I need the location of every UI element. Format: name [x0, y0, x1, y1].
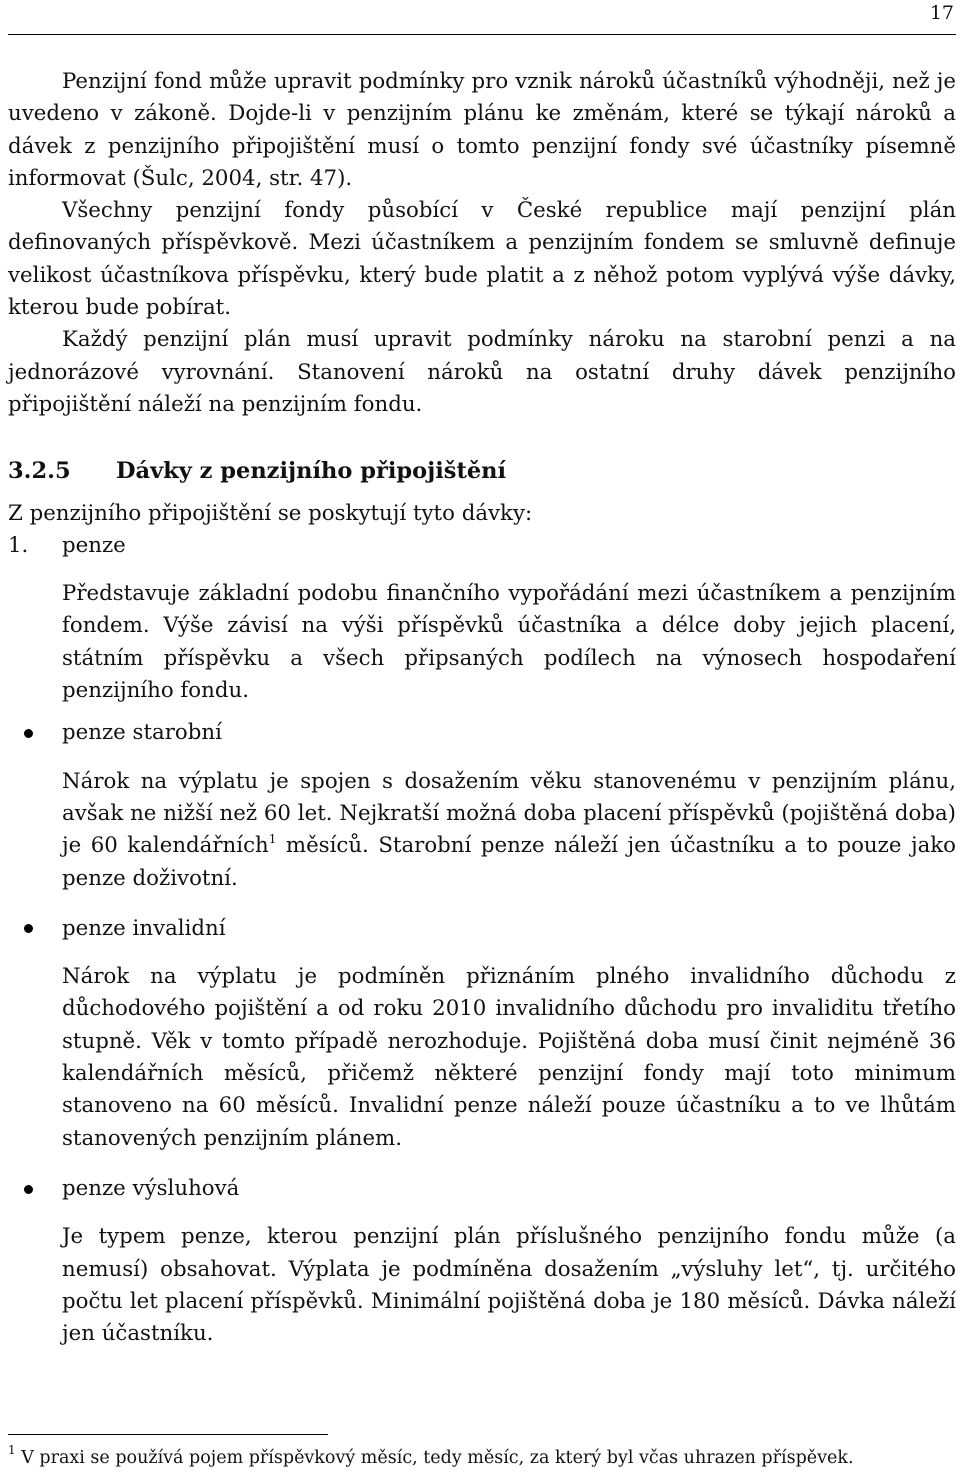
- bullet-icon: [8, 913, 62, 945]
- list-item-number: 1.: [8, 532, 29, 558]
- section-heading: [8, 455, 956, 487]
- page-number: 17: [929, 2, 954, 24]
- list-item-label: penze: [62, 532, 126, 558]
- bullet-label: penze invalidní: [62, 915, 226, 941]
- section-number: 3.2.5: [8, 458, 71, 485]
- bullet-item-invalidni: [8, 913, 956, 945]
- bullet-label: penze výsluhová: [62, 1175, 240, 1201]
- bullet-text-vysluhova: Je typem penze, kterou penzijní plán příslušného penzijního fondu může (a nemusí) obsahovat. Výplata je podmíněna dosažením „výsluhy let“, tj. určitého počtu let placení příspěvků. Minimální pojištěná doba je 180 měsíců. Dávka náleží jen účastníku.: [62, 1224, 956, 1347]
- bullet-text-invalidni: Nárok na výplatu je podmíněn přiznáním plného invalidního důchodu z důchodového pojištění a od roku 2010 invalidního důchodu pro invaliditu třetího stupně. Věk v tomto případě nerozhoduje. Pojištěná doba musí činit nejméně 36 kalendářních měsíců, přičemž některé penzijní fondy mají toto minimum stanoveno na 60 měsíců. Invalidní penze náleží pouze účastníku a to ve lhůtám stanovených penzijním plánem.: [62, 964, 956, 1151]
- paragraph-3: Každý penzijní plán musí upravit podmínky nároku na starobní penzi a na jednorázové vyrovnání. Stanovení nároků na ostatní druhy dávek penzijního připojištění náleží na penzijním fondu.: [8, 327, 956, 417]
- footnote-rule: [8, 1434, 328, 1435]
- footnote-ref: 1: [268, 832, 277, 847]
- footnote: [8, 1443, 956, 1470]
- bullet-label: penze starobní: [62, 720, 222, 746]
- paragraph-1: Penzijní fond může upravit podmínky pro vznik nároků účastníků výhodněji, než je uvedeno v zákoně. Dojde-li v penzijním plánu ke změnám, které se týkají nároků a dávek z penzijního připojištění musí o tomto penzijní fondy své účastníky písemně informovat (Šulc, 2004, str. 47).: [8, 69, 956, 191]
- list-item-1: [8, 530, 956, 562]
- footnote-marker: 1: [8, 1443, 16, 1457]
- header-rule: [8, 34, 956, 35]
- section-intro: Z penzijního připojištění se poskytují tyto dávky:: [8, 500, 533, 526]
- footnote-text: V praxi se používá pojem příspěvkový měsíc, tedy měsíc, za který byl včas uhrazen příspěvek.: [15, 1448, 854, 1468]
- bullet-icon: [8, 1173, 62, 1205]
- list-item-1-text: Představuje základní podobu finančního vypořádání mezi účastníkem a penzijním fondem. Výše závisí na výši příspěvků účastníka a délce doby jejich placení, státním příspěvku a všech připsaných podílech na výnosech hospodaření penzijního fondu.: [62, 581, 956, 704]
- paragraph-2: Všechny penzijní fondy působící v České republice mají penzijní plán definovaných příspěvkově. Mezi účastníkem a penzijním fondem se smluvně definuje velikost účastníkova příspěvku, který bude platit a z něhož potom vyplývá výše dávky, kterou bude pobírat.: [8, 198, 956, 321]
- bullet-item-vysluhova: [8, 1173, 956, 1205]
- bullet-item-starobni: [8, 717, 956, 749]
- bullet-icon: [8, 717, 62, 749]
- document-body: [8, 66, 956, 1350]
- bullet-text-starobni: Nárok na výplatu je spojen s dosažením věku stanovenému v penzijním plánu, avšak ne nižší než 60 let. Nejkratší možná doba placení příspěvků (pojištěná doba) je 60 kalendářních$^1$ měsíců. Starobní penze náleží jen účastníku a to pouze jako penze doživotní.: [62, 768, 956, 891]
- section-title: Dávky z penzijního připojištění: [116, 458, 507, 485]
